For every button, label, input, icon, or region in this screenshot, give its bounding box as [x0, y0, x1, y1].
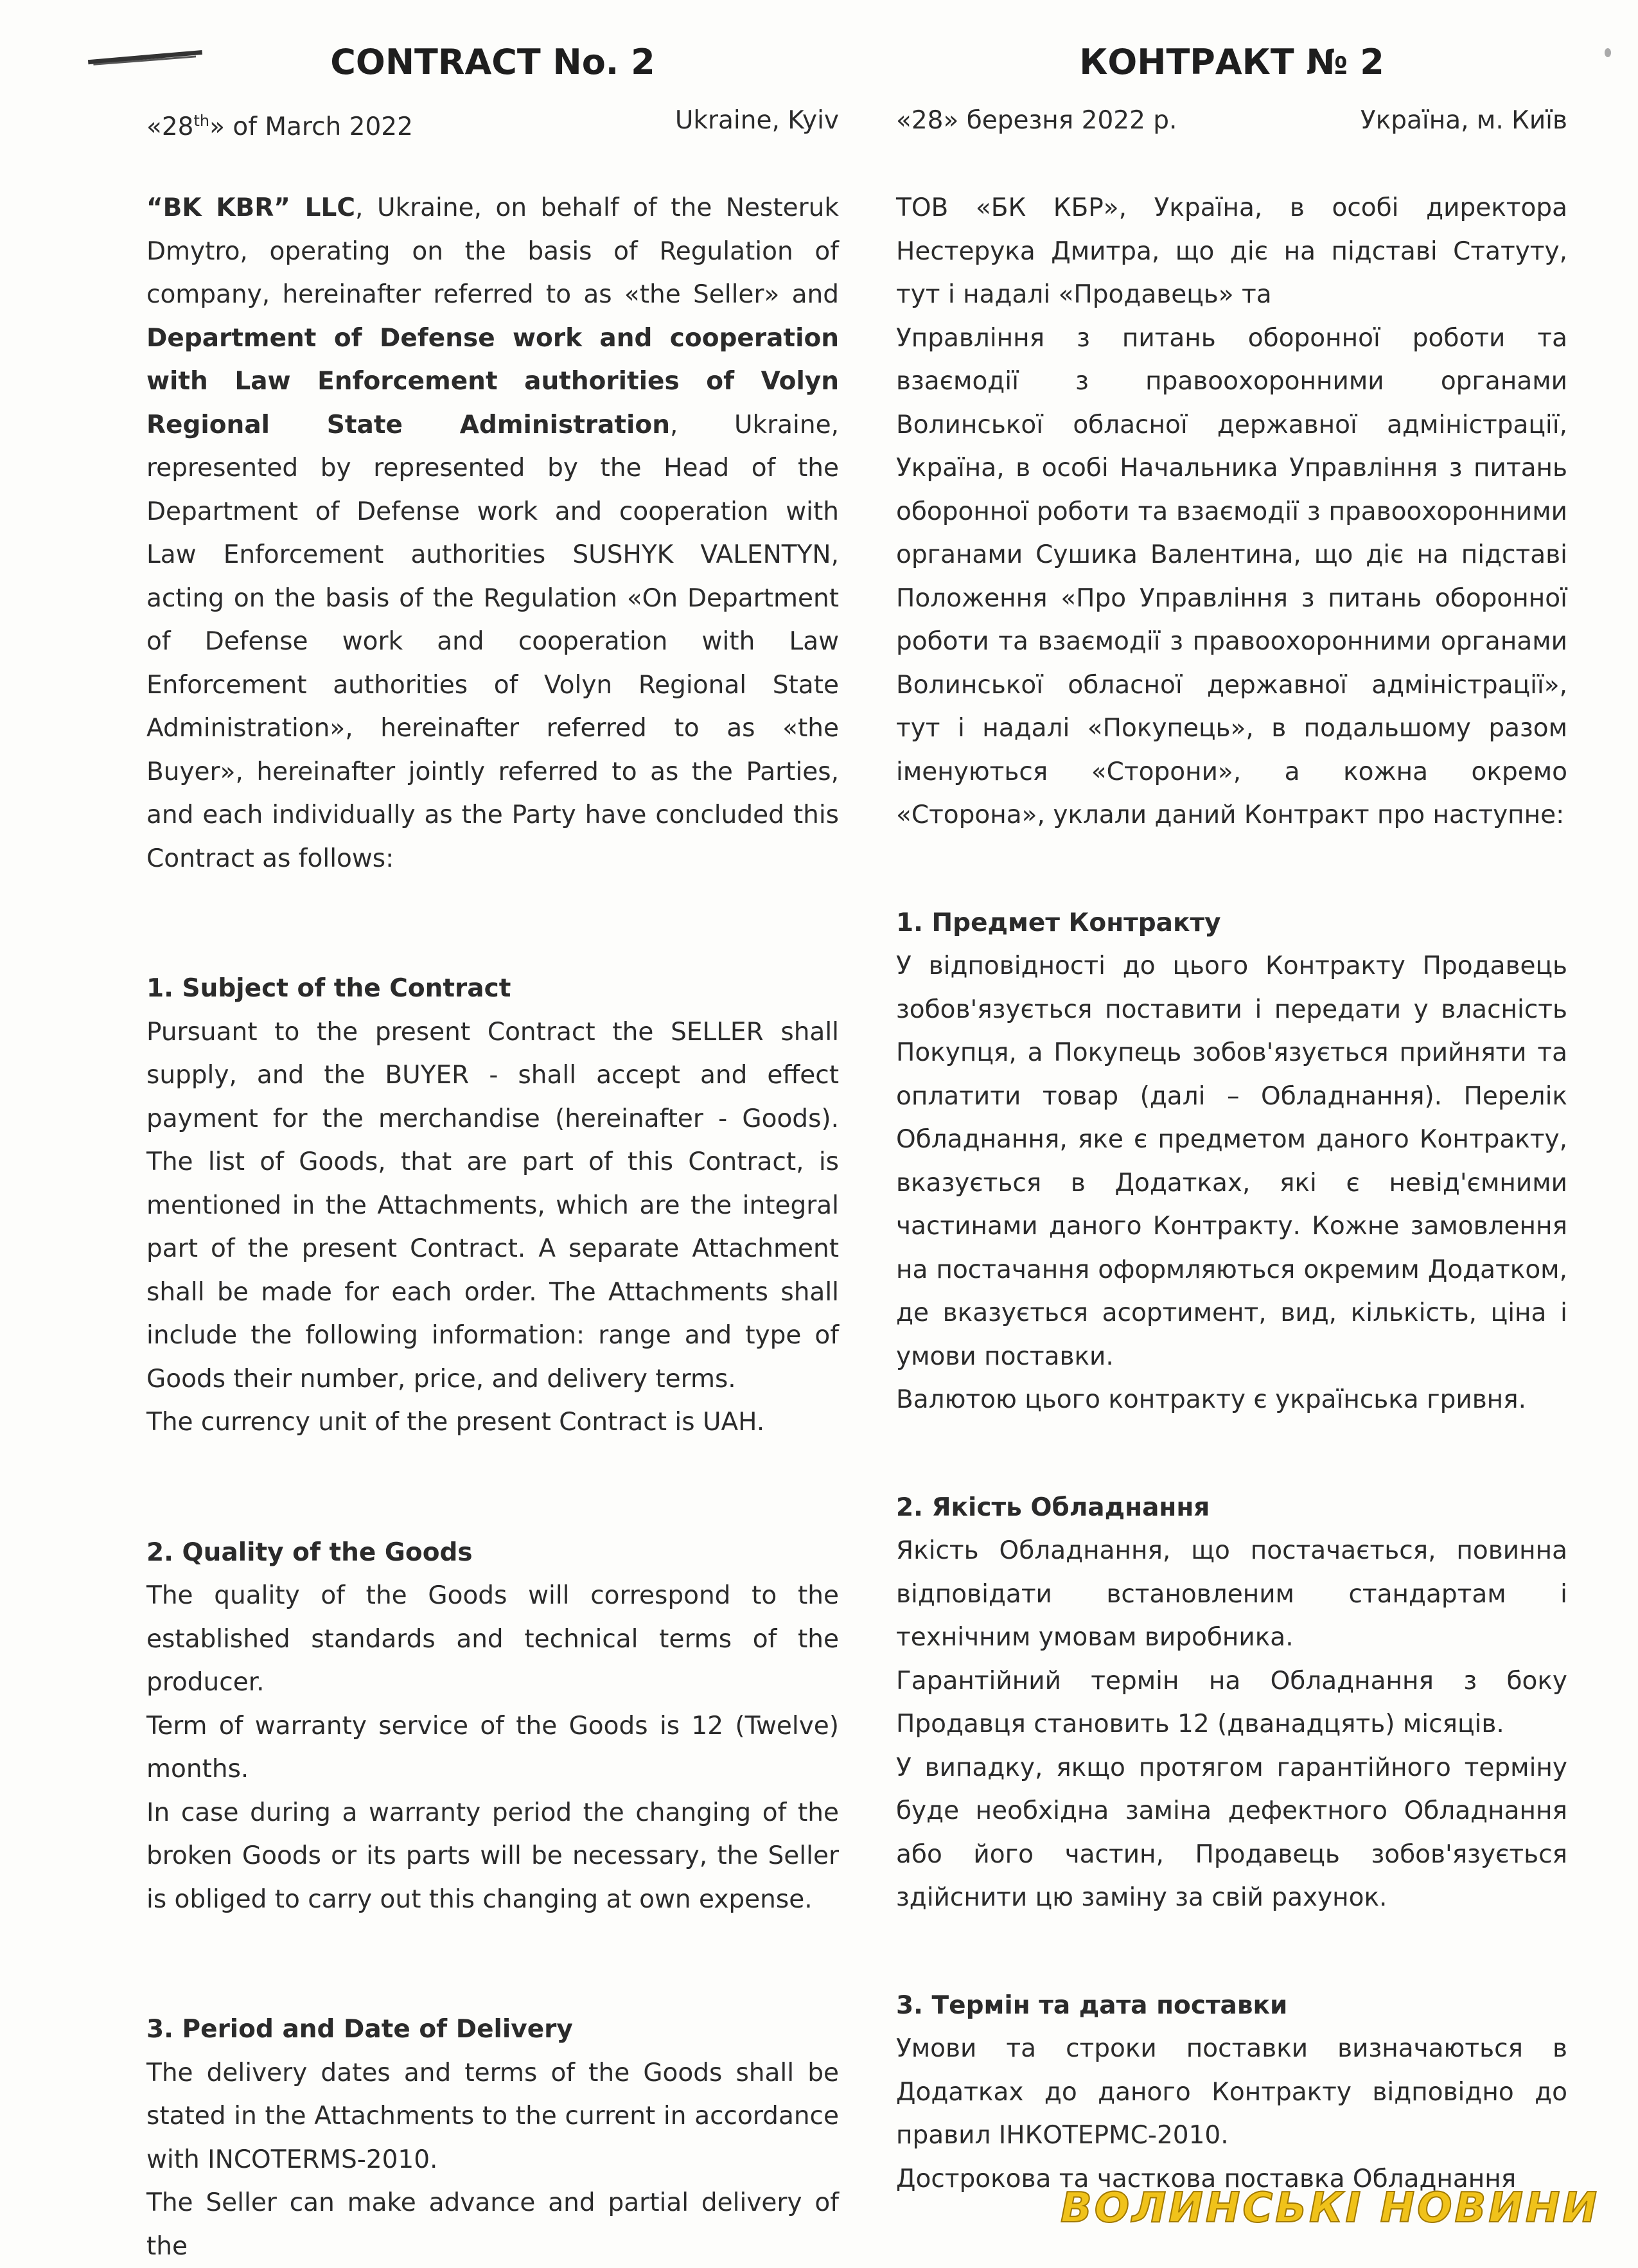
contract-title-ua: КОНТРАКТ № 2: [1079, 42, 1384, 82]
intro-paragraph-en: “BK KBR” LLC, Ukraine, on behalf of the Nesteruk Dmytro, operating on the basis of Regulation of company, hereinafter referred to as «the Seller» and Department of Defense work and cooperation with Law Enforcement authorities of Volyn Regional State Administration, Ukraine, represented by represented by the Head of the Department of Defense work and cooperation with Law Enforcement authorities SUSHYK VALENTYN, acting on the basis of the Regulation «On Department of Defense work and cooperation with Law Enforcement authorities of Volyn Regional State Administration», hereinafter referred to as «the Buyer», hereinafter jointly referred to as the Parties, and each individually as the Party have concluded this Contract as follows:: [146, 193, 839, 873]
contract-place-ua: Україна, м. Київ: [1360, 106, 1567, 135]
section-3-en: [146, 2008, 839, 2268]
section-2-en: [146, 1531, 839, 1922]
section-3-ua: [896, 1984, 1567, 2201]
watermark-logo: ВОЛИНСЬКІ НОВИНИ: [1060, 2184, 1599, 2232]
section-heading: 2. Якість Обладнання: [896, 1493, 1210, 1522]
section-heading: 2. Quality of the Goods: [146, 1537, 473, 1567]
section-text: The currency unit of the present Contract is UAH.: [146, 1408, 765, 1437]
section-1-ua: [896, 901, 1567, 1422]
section-text: The quality of the Goods will correspond to the established standards and technical terms of the producer.: [146, 1581, 839, 1697]
body-en: [146, 186, 839, 2268]
contract-title-en: CONTRACT No. 2: [330, 42, 655, 82]
section-heading: 1. Предмет Контракту: [896, 908, 1221, 937]
section-heading: 1. Subject of the Contract: [146, 974, 511, 1003]
section-heading: 3. Термін та дата поставки: [896, 1990, 1288, 2020]
dateline-ua: [896, 102, 1567, 140]
section-text: Якість Обладнання, що постачається, повинна відповідати встановленим стандартам і технічним умовам виробника.: [896, 1536, 1567, 1652]
section-text: The delivery dates and terms of the Goods shall be stated in the Attachments to the current in accordance with INCOTERMS-2010.: [146, 2058, 839, 2174]
scan-speck: [1605, 48, 1611, 57]
section-text: Дострокова та часткова поставка Обладнання: [896, 2164, 1517, 2193]
body-ua: [896, 186, 1567, 2201]
contract-date-en: «28th» of March 2022: [146, 112, 413, 141]
intro-paragraph-ua: ТОВ «БК КБР», Україна, в особі директора Нестерука Дмитра, що діє на підставі Статуту, тут і надалі «Продавець» та: [896, 193, 1567, 309]
contract-place-en: Ukraine, Kyiv: [674, 106, 839, 135]
section-1-en: [146, 967, 839, 1444]
intro-paragraph-ua-2: Управління з питань оборонної роботи та взаємодії з правоохоронними органами Волинської обласної державної адміністрації, Україна, в особі Начальника Управління з питань оборонної роботи та взаємодії з правоохоронними органами Сушика Валентина, що діє на підставі Положення «Про Управління з питань оборонної роботи та взаємодії з правоохоронними органами Волинської обласної державної адміністрації», тут і надалі «Покупець», в подальшому разом іменуються «Сторони», а кожна окремо «Сторона», уклали даний Контракт про наступне:: [896, 323, 1567, 829]
dateline-en: [146, 102, 839, 140]
section-text: Умови та строки поставки визначаються в Додатках до даного Контракту відповідно до правил ІНКОТЕРМС-2010.: [896, 2034, 1567, 2150]
section-text: У випадку, якщо протягом гарантійного терміну буде необхідна заміна дефектного Обладнання або його частин, Продавець зобов'язується здійснити цю заміну за свій рахунок.: [896, 1753, 1567, 1912]
section-text: Гарантійний термін на Обладнання з боку Продавця становить 12 (дванадцять) місяців.: [896, 1666, 1567, 1739]
section-2-ua: [896, 1486, 1567, 1920]
section-text: У відповідності до цього Контракту Продавець зобов'язується поставити і передати у власність Покупця, а Покупець зобов'язується прийняти та оплатити товар (далі – Обладнання). Перелік Обладнання, яке є предметом даного Контракту, вказується в Додатках, які є невід'ємними частинами даного Контракту. Кожне замовлення на постачання оформляються окремим Додатком, де вказується асортимент, вид, кількість, ціна і умови поставки.: [896, 952, 1567, 1371]
section-text: In case during a warranty period the changing of the broken Goods or its parts will be necessary, the Seller is obliged to carry out this changing at own expense.: [146, 1798, 839, 1914]
section-text: Term of warranty service of the Goods is 12 (Twelve) months.: [146, 1711, 839, 1784]
section-text: Pursuant to the present Contract the SELLER shall supply, and the BUYER - shall accept and effect payment for the merchandise (hereinafter - Goods). The list of Goods, that are part of this Contract, is mentioned in the Attachments, which are the integral part of the present Contract. A separate Attachment shall be made for each order. The Attachments shall include the following information: range and type of Goods their number, price, and delivery terms.: [146, 1017, 839, 1394]
section-text: Валютою цього контракту є українська гривня.: [896, 1385, 1527, 1414]
section-text: The Seller can make advance and partial delivery of the: [146, 2188, 839, 2261]
section-heading: 3. Period and Date of Delivery: [146, 2015, 573, 2044]
contract-date-ua: «28» березня 2022 р.: [896, 106, 1177, 135]
